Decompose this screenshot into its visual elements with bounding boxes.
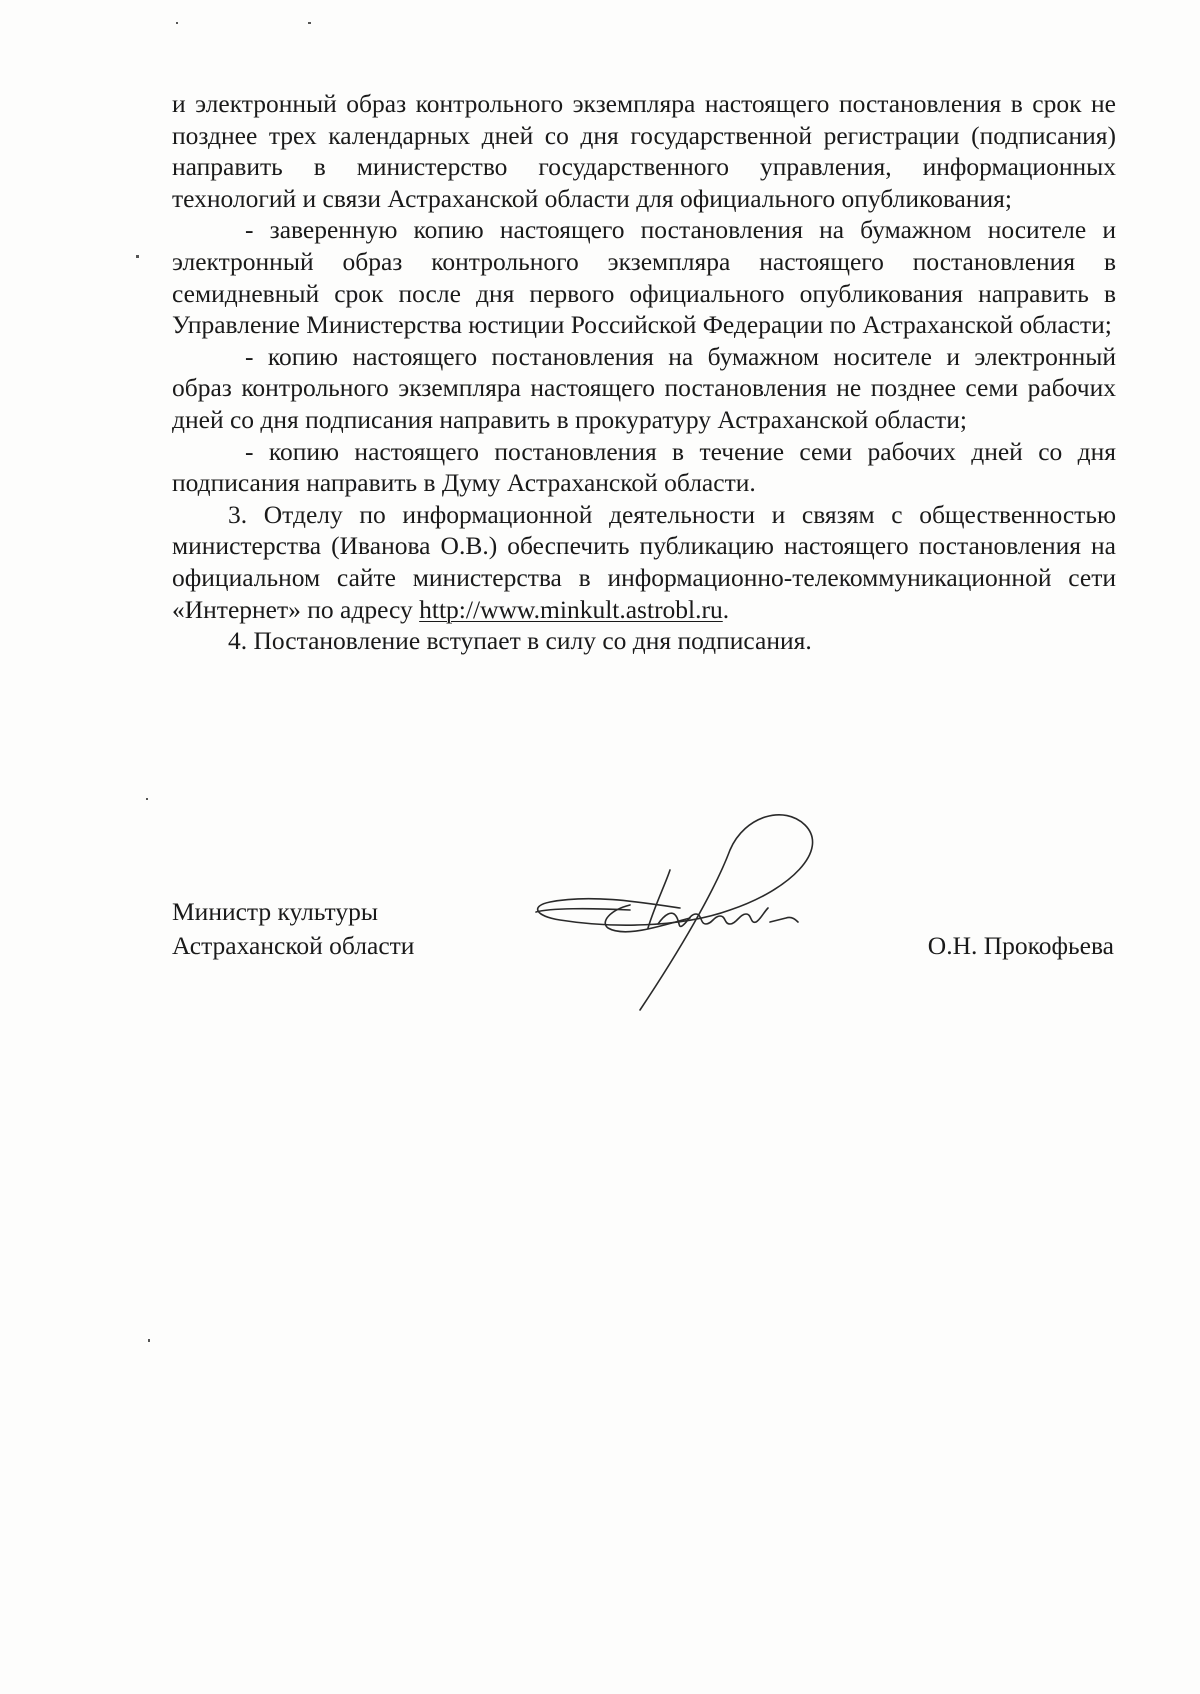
signer-position-line2: Астраханской области <box>172 931 415 960</box>
paragraph-item-3-end: . <box>722 594 730 624</box>
scan-speck <box>176 22 178 24</box>
signer-position-line1: Министр культуры <box>172 897 378 926</box>
paragraph-continuation: и электронный образ контрольного экземпляра настоящего постановления в срок не позднее трех календарных дней со дня государственной регистрации (подписания) направить в министерство государственного управления, информационных технологий и связи Астраханской области для официального опубликования; <box>172 89 1116 213</box>
paragraph-justice-ministry: - заверенную копию настоящего постановления на бумажном носителе и электронный образ контрольного экземпляра настоящего постановления в семидневный срок после дня первого официального опубликования направить в Управление Министерства юстиции Российской Федерации по Астраханской области; <box>172 215 1116 340</box>
paragraph-prosecutor: - копию настоящего постановления на бумажном носителе и электронный образ контрольного экземпляра настоящего постановления не позднее семи рабочих дней со дня подписания направить в прокуратуру Астраханской области; <box>172 341 1116 434</box>
website-link[interactable]: http://www.minkult.astrobl.ru <box>419 594 723 624</box>
document-body <box>172 88 1116 657</box>
scan-speck <box>308 22 311 24</box>
handwritten-signature <box>530 810 890 1020</box>
scan-speck <box>136 255 139 258</box>
scan-speck <box>148 1339 150 1342</box>
signer-name: О.Н. Прокофьева <box>927 931 1114 960</box>
paragraph-item-3-text: 3. Отделу по информационной деятельности и связям с общественностью министерства (Иванова О.В.) обеспечить публикацию настоящего постановления на официальном сайте министерства в информационно-телекоммуникационной сети «Интернет» по адресу <box>172 499 1116 624</box>
scan-speck <box>146 798 148 800</box>
paragraph-item-3 <box>172 499 1116 625</box>
paragraph-item-4: 4. Постановление вступает в силу со дня подписания. <box>228 626 812 656</box>
paragraph-duma: - копию настоящего постановления в течение семи рабочих дней со дня подписания направить в Думу Астраханской области. <box>172 436 1116 498</box>
signer-position <box>172 895 414 963</box>
